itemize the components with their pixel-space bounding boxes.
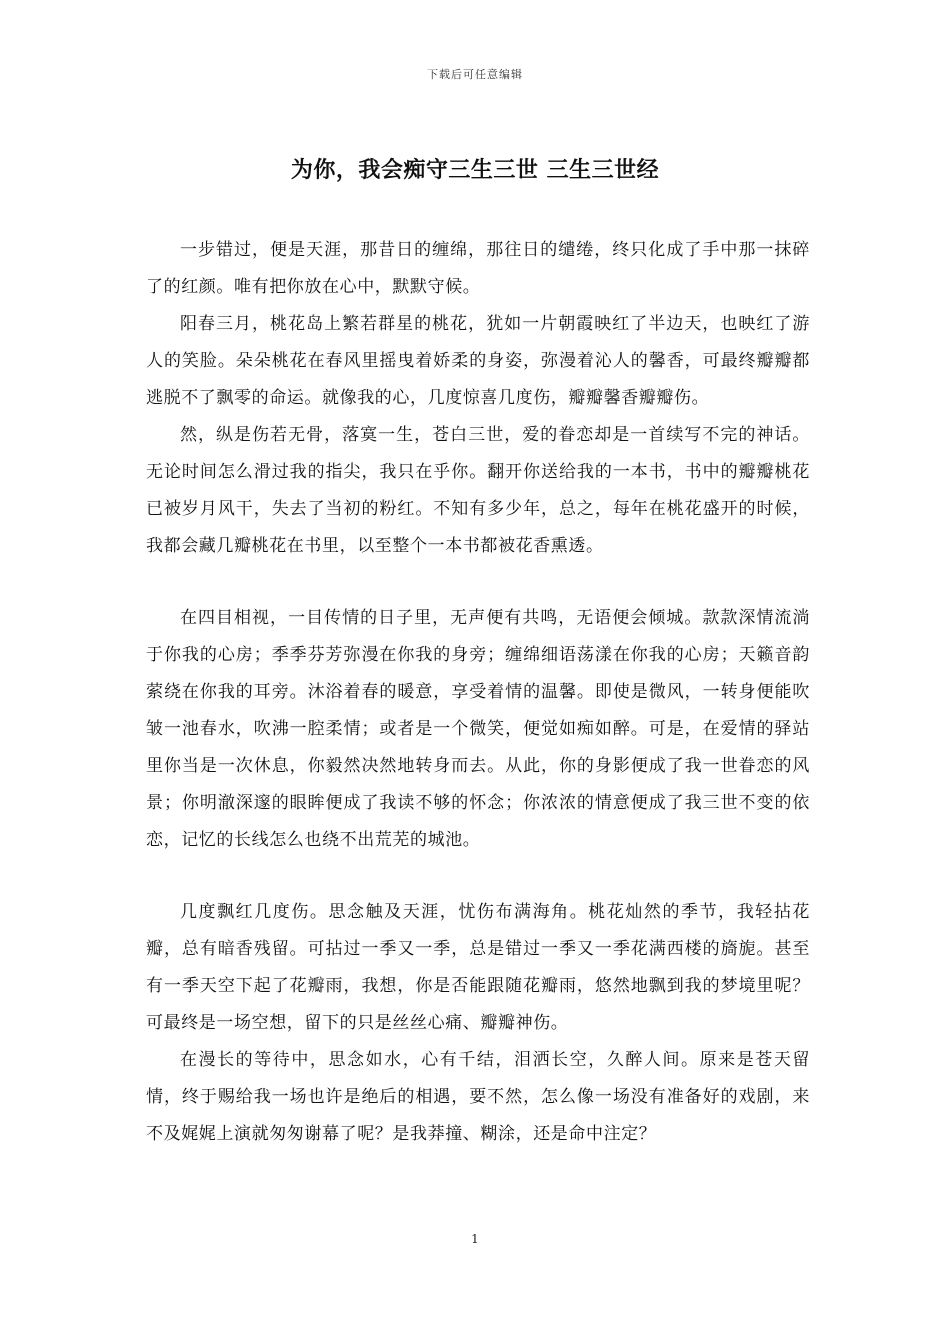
paragraph: 然，纵是伤若无骨，落寞一生，苍白三世，爱的眷恋却是一首续写不完的神话。无论时间怎么滑过我的指尖，我只在乎你。翻开你送给我的一本书，书中的瓣瓣桃花已被岁月风干，失去了当初的粉红。不知有多少年，总之，每年在桃花盛开的时候，我都会藏几瓣桃花在书里，以至整个一本书都被花香熏透。: [146, 425, 810, 556]
paragraph: 几度飘红几度伤。思念触及天涯，忧伤布满海角。桃花灿然的季节，我轻拈花瓣，总有暗香残留。可拈过一季又一季，总是错过一季又一季花满西楼的旖旎。甚至有一季天空下起了花瓣雨，我想，你是否能跟随花瓣雨，悠然地飘到我的梦境里呢？可最终是一场空想，留下的只是丝丝心痛、瓣瓣神伤。: [146, 902, 810, 1033]
header-note: 下载后可任意编辑: [427, 68, 523, 81]
paragraph: 阳春三月，桃花岛上繁若群星的桃花，犹如一片朝霞映红了半边天，也映红了游人的笑脸。朵朵桃花在春风里摇曳着娇柔的身姿，弥漫着沁人的馨香，可最终瓣瓣都逃脱不了飘零的命运。就像我的心，几度惊喜几度伤，瓣瓣馨香瓣瓣伤。: [146, 314, 810, 408]
paragraph: 在四目相视，一目传情的日子里，无声便有共鸣，无语便会倾城。款款深情流淌于你我的心房；季季芬芳弥漫在你我的身旁；缠绵细语荡漾在你我的心房；天籁音韵萦绕在你我的耳旁。沐浴着春的暖意，享受着情的温馨。即使是微风，一转身便能吹皱一池春水，吹沸一腔柔情；或者是一个微笑，便觉如痴如醉。可是，在爱情的驿站里你当是一次休息，你毅然决然地转身而去。从此，你的身影便成了我一世眷恋的风景；你明澈深邃的眼眸便成了我读不够的怀念；你浓浓的情意便成了我三世不变的依恋，记忆的长线怎么也绕不出荒芜的城池。: [146, 608, 810, 850]
paragraph: 在漫长的等待中，思念如水，心有千结，泪洒长空，久醉人间。原来是苍天留情，终于赐给我一场也许是绝后的相遇，要不然，怎么像一场没有准备好的戏剧，来不及娓娓上演就匆匆谢幕了呢？是我莽撞、糊涂，还是命中注定？: [146, 1050, 810, 1144]
paragraph-gap: [146, 859, 810, 894]
paragraph-gap: [146, 565, 810, 600]
document-body: [146, 232, 810, 1153]
page-number: 1: [471, 1232, 479, 1246]
paragraph: 一步错过，便是天涯，那昔日的缠绵，那往日的缱绻，终只化成了手中那一抹碎了的红颜。唯有把你放在心中，默默守候。: [146, 240, 810, 297]
document-title: 为你，我会痴守三生三世 三生三世经: [290, 158, 660, 183]
